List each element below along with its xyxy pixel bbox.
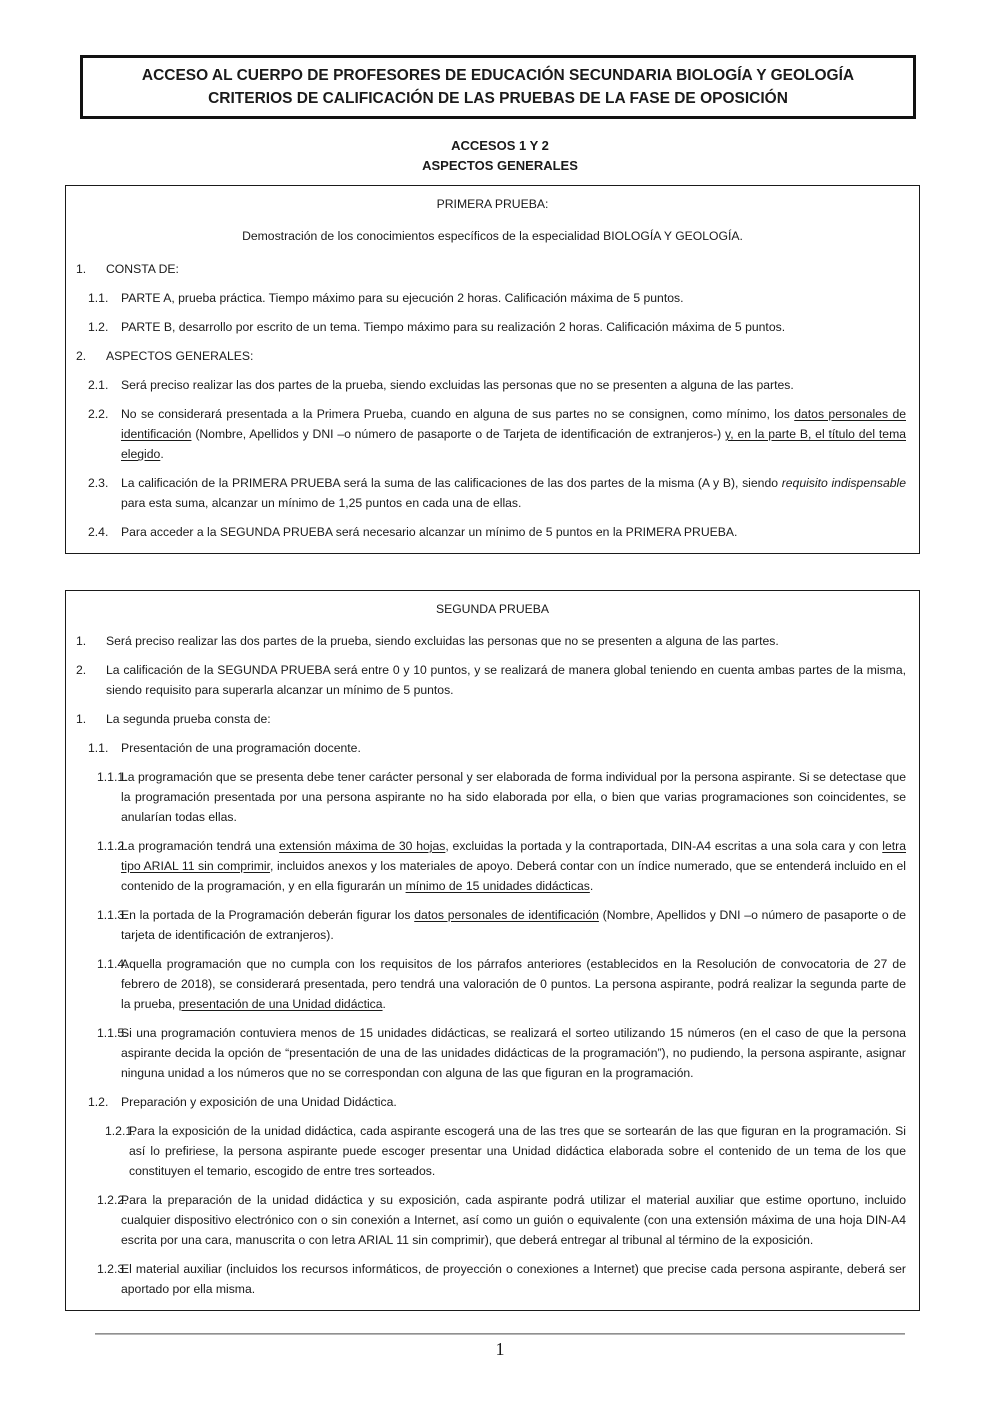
list-item-1-1-1 (66, 767, 919, 827)
subtitle-line-2: ASPECTOS GENERALES (422, 158, 578, 173)
item-text (106, 259, 906, 279)
item-text (106, 346, 906, 366)
item-text (129, 1121, 906, 1181)
list-item-1-2-1 (66, 1121, 919, 1181)
item-text (121, 1092, 906, 1112)
text-segment: La programación que se presenta debe tener carácter personal y ser elaborada de forma individual por la persona aspirante. Si se detectase que la programación presentada por una persona aspirante no ha sido elaborada por ella, o bien que varias programaciones son coincidentes, se anularían todas ellas. (121, 770, 906, 824)
item-text (106, 631, 906, 651)
item-number: 1.2.2. (97, 1193, 128, 1207)
list-item-1 (66, 709, 919, 729)
primera-prueba-box (65, 185, 920, 554)
document-title-box (80, 55, 916, 119)
text-segment: Será preciso realizar las dos partes de la prueba, siendo excluidas las personas que no se presenten a alguna de las partes. (121, 378, 794, 392)
item-text (121, 905, 906, 945)
segunda-prueba-heading: SEGUNDA PRUEBA (435, 602, 550, 616)
item-text (121, 317, 906, 337)
text-segment: PARTE A, prueba práctica. Tiempo máximo para su ejecución 2 horas. Calificación máxima de 5 puntos. (121, 291, 684, 305)
item-number: 1.2.3. (97, 1262, 128, 1276)
list-item-1-2-2 (66, 1190, 919, 1250)
underlined-text: y, en la parte B, el título del tema elegido (121, 427, 906, 461)
item-text (121, 767, 906, 827)
underlined-text: extensión máxima de 30 hojas (279, 839, 446, 853)
item-number: 2.4. (88, 525, 109, 539)
underlined-text: presentación de una Unidad didáctica (178, 997, 383, 1011)
list-item-2 (66, 346, 919, 366)
list-item-1-1-3 (66, 905, 919, 945)
list-item-1-2 (66, 1092, 919, 1112)
text-segment: . (589, 879, 594, 893)
text-segment: ASPECTOS GENERALES: (106, 349, 254, 363)
list-item-1-1 (66, 288, 919, 308)
primera-prueba-heading: PRIMERA PRUEBA: (436, 197, 549, 211)
list-item-1-2 (66, 317, 919, 337)
text-segment: La segunda prueba consta de: (106, 712, 271, 726)
segunda-prueba-box (65, 590, 920, 1311)
text-segment: . (160, 447, 164, 461)
list-item-1-1-4 (66, 954, 919, 1014)
title-line-2: CRITERIOS DE CALIFICACIÓN DE LAS PRUEBAS DE LA FASE DE OPOSICIÓN (208, 90, 788, 107)
list-item-1-2-3 (66, 1259, 919, 1299)
text-segment: Si una programación contuviera menos de 15 unidades didácticas, se realizará el sorteo utilizando 15 números (en el caso de que la persona aspirante decida la opción de “presentación de una de las unidades didácticas de la programación”), no pudiendo, la persona aspirante, asignar ninguna unidad a los números que no se correspondan con alguna de las que figuran en la programación. (121, 1026, 906, 1080)
text-segment: La calificación de la PRIMERA PRUEBA será la suma de las calificaciones de las dos partes de la misma (A y B), siendo (121, 476, 782, 490)
list-item-2 (66, 660, 919, 700)
item-number: 2. (76, 349, 87, 363)
item-text (121, 404, 906, 464)
item-text (106, 709, 906, 729)
text-segment: La calificación de la SEGUNDA PRUEBA será entre 0 y 10 puntos, y se realizará de manera global teniendo en cuenta ambas partes de la misma, siendo requisito para superarla alcanzar un mínimo de 5 puntos. (106, 663, 906, 697)
text-segment: para esta suma, alcanzar un mínimo de 1,25 puntos en cada una de ellas. (121, 496, 522, 510)
text-segment: (Nombre, Apellidos y DNI –o número de pasaporte o de tarjeta de identificación de extranjeros). (121, 908, 906, 942)
item-number: 1.1.4. (97, 957, 128, 971)
text-segment: , incluidos anexos y los materiales de apoyo. Deberá contar con un índice numerado, que se entenderá incluido en el contenido de la programación, y en ella figurarán un (121, 859, 906, 893)
item-number: 1.2. (88, 320, 109, 334)
text-segment: Será preciso realizar las dos partes de la prueba, siendo excluidas las personas que no se presenten a alguna de las partes. (106, 634, 779, 648)
item-text (121, 836, 906, 896)
item-number: 1. (76, 634, 87, 648)
text-segment: PARTE B, desarrollo por escrito de un tema. Tiempo máximo para su realización 2 horas. Calificación máxima de 5 puntos. (121, 320, 786, 334)
text-segment: El material auxiliar (incluidos los recursos informáticos, de proyección o conexiones a Internet) que precise cada persona aspirante, deberá ser aportado por ella misma. (121, 1262, 906, 1296)
list-item-1 (66, 631, 919, 651)
list-item-1-1-5 (66, 1023, 919, 1083)
list-item-2-4 (66, 522, 919, 542)
primera-prueba-items (66, 259, 919, 542)
item-text (121, 288, 906, 308)
text-segment: Aquella programación que no cumpla con los requisitos de los párrafos anteriores (establecidos en la Resolución de convocatoria de 27 de febrero de 2018), se considerará presentada, pero tendrá una valoración de 0 puntos. La persona aspirante, podrá realizar la segunda parte de la prueba, (121, 957, 906, 1011)
item-number: 2. (76, 663, 87, 677)
text-segment: Para la preparación de la unidad didáctica y su exposición, cada aspirante podrá utilizar el material auxiliar que estime oportuno, incluido cualquier dispositivo electrónico con o sin conexión a Internet, así como un guión o equivalente (con una extensión máxima de una hoja DIN-A4 escrita por una cara, manuscrita o con letra ARIAL 11 sin comprimir), que deberá entregar al tribunal al término de la exposición. (121, 1193, 906, 1247)
item-text (121, 522, 906, 542)
text-segment: No se considerará presentada a la Primera Prueba, cuando en alguna de sus partes no se consignen, como mínimo, los (121, 407, 795, 421)
underlined-text: datos personales de identificación (414, 908, 599, 922)
underlined-text: mínimo de 15 unidades didácticas (405, 879, 590, 893)
text-segment: La programación tendrá una (121, 839, 280, 853)
item-number: 1.1. (88, 291, 109, 305)
text-segment: Para la exposición de la unidad didáctica, cada aspirante escogerá una de las tres que se sortearán de las que figuran en la programación. Si así lo prefiriese, la persona aspirante puede escoger presentar una Unidad didáctica elaborada sobre el contenido de un tema de los que constituyen el temario, escogido de entre tres sorteados. (129, 1124, 906, 1178)
list-item-2-3 (66, 473, 919, 513)
list-item-1 (66, 259, 919, 279)
text-segment: (Nombre, Apellidos y DNI –o número de pasaporte o de Tarjeta de identificación de extranjeros-) (191, 427, 726, 441)
item-text (121, 473, 906, 513)
item-number: 2.2. (88, 407, 109, 421)
footer-divider (95, 1333, 905, 1335)
item-number: 1.2. (88, 1095, 109, 1109)
document-subtitle (0, 136, 1000, 176)
list-item-2-2 (66, 404, 919, 464)
list-item-1-1 (66, 738, 919, 758)
text-segment: , excluidas la portada y la contraportada, DIN-A4 escritas a una sola cara y con (445, 839, 883, 853)
text-segment: Para acceder a la SEGUNDA PRUEBA será necesario alcanzar un mínimo de 5 puntos en la PRIMERA PRUEBA. (121, 525, 738, 539)
segunda-prueba-items (66, 631, 919, 1299)
item-text (121, 1190, 906, 1250)
text-segment: En la portada de la Programación deberán figurar los (121, 908, 415, 922)
subtitle-line-1: ACCESOS 1 Y 2 (451, 138, 549, 153)
item-number: 1.1.3. (97, 908, 128, 922)
item-text (121, 1259, 906, 1299)
text-segment: Preparación y exposición de una Unidad Didáctica. (121, 1095, 397, 1109)
text-segment: CONSTA DE: (106, 262, 179, 276)
item-text (121, 375, 906, 395)
item-number: 2.3. (88, 476, 109, 490)
item-text (121, 954, 906, 1014)
list-item-2-1 (66, 375, 919, 395)
item-text (121, 1023, 906, 1083)
item-number: 1.1. (88, 741, 109, 755)
text-segment: . (382, 997, 386, 1011)
item-number: 1. (76, 262, 87, 276)
title-line-1: ACCESO AL CUERPO DE PROFESORES DE EDUCACIÓN SECUNDARIA BIOLOGÍA Y GEOLOGÍA (141, 67, 855, 84)
item-number: 1.1.2. (97, 839, 128, 853)
italic-text: requisito indispensable (781, 476, 906, 490)
text-segment: Presentación de una programación docente. (121, 741, 361, 755)
item-number: 1.2.1. (105, 1124, 136, 1138)
item-number: 1.1.1. (97, 770, 128, 784)
underlined-text: letra tipo ARIAL 11 sin comprimir (121, 839, 906, 873)
list-item-1-1-2 (66, 836, 919, 896)
item-number: 2.1. (88, 378, 109, 392)
item-text (106, 660, 906, 700)
page-number: 1 (495, 1339, 505, 1359)
item-number: 1. (76, 712, 87, 726)
item-text (121, 738, 906, 758)
primera-prueba-intro: Demostración de los conocimientos específicos de la especialidad BIOLOGÍA Y GEOLOGÍA. (242, 229, 743, 243)
underlined-text: datos personales de identificación (121, 407, 906, 441)
item-number: 1.1.5. (97, 1026, 128, 1040)
